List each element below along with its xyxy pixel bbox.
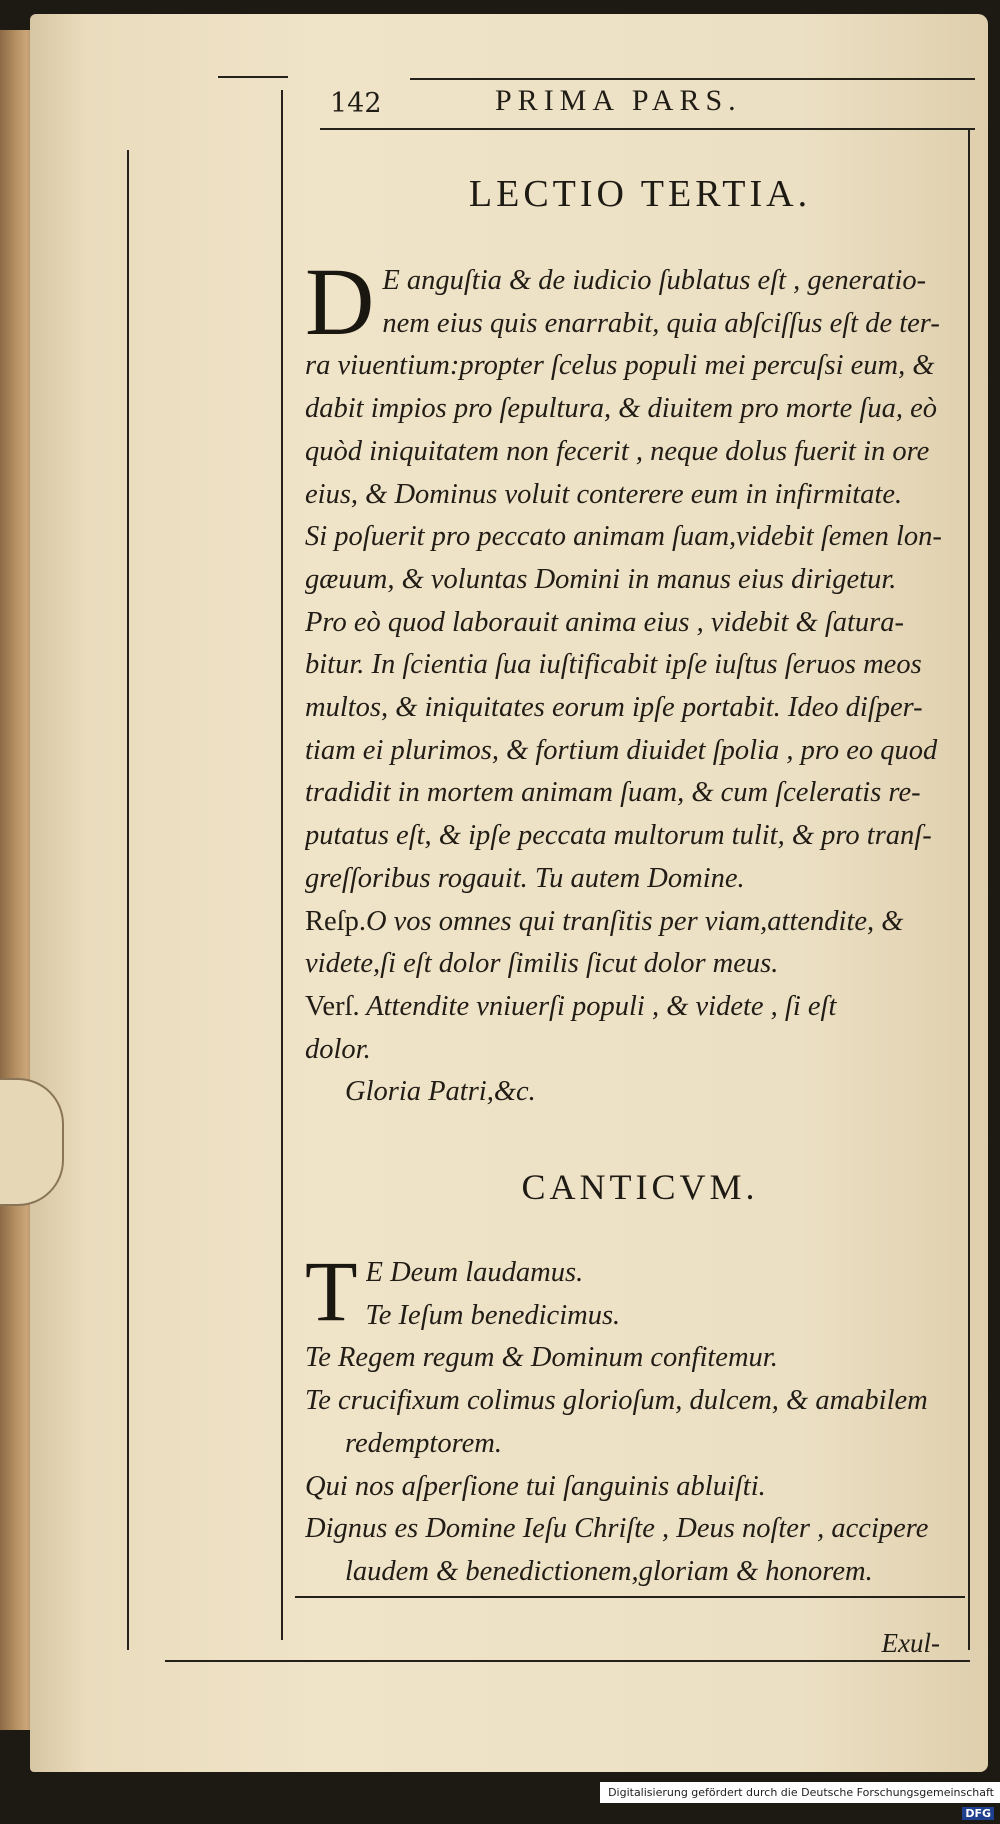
bottom-rule bbox=[165, 1660, 970, 1662]
canticum-line: Te Regem regum & Dominum confitemur. bbox=[305, 1342, 778, 1374]
canticum-line: laudem & benedictionem,gloriam & honorem. bbox=[345, 1555, 873, 1587]
outer-left-rule bbox=[127, 150, 129, 1650]
gloria-line: Gloria Patri,&c. bbox=[345, 1076, 536, 1108]
canticum-text bbox=[305, 1243, 975, 1594]
dropcap-t: T bbox=[305, 1243, 358, 1339]
canticum-bottom-rule bbox=[295, 1596, 965, 1598]
responsory-label: Reſp. bbox=[305, 905, 366, 937]
text-line: tiam ei plurimos, & fortium diuidet ſpolia , pro eo quod bbox=[305, 734, 938, 766]
responsory-line bbox=[305, 901, 975, 944]
versicle-line bbox=[305, 986, 975, 1029]
dropcap-d: D bbox=[305, 248, 375, 355]
canticum-line: Te Ieſum benedicimus. bbox=[365, 1299, 621, 1331]
lectio-title: LECTIO TERTIA. bbox=[468, 173, 812, 215]
canticum-line: Dignus es Domine Ieſu Chriſte , Deus noſter , accipere bbox=[305, 1513, 929, 1545]
text-line: quòd iniquitatem non fecerit , neque dolus fuerit in ore bbox=[305, 435, 930, 467]
responsory-line: videte,ſi eſt dolor ſimilis ſicut dolor meus. bbox=[305, 948, 779, 980]
running-title: PRIMA PARS. bbox=[495, 84, 742, 117]
text-line: greſſoribus rogauit. Tu autem Domine. bbox=[305, 862, 745, 894]
text-line: multos, & iniquitates eorum ipſe portabit. Ideo diſper- bbox=[305, 692, 923, 724]
canticum-line: E Deum laudamus. bbox=[365, 1257, 584, 1288]
canticum-line: redemptorem. bbox=[345, 1427, 502, 1459]
canticum-line: Te crucifixum colimus glorioſum, dulcem, & amabilem bbox=[305, 1385, 928, 1417]
text-line: putatus eſt, & ipſe peccata multorum tulit, & pro tranſ- bbox=[305, 820, 932, 852]
responsory-text: O vos omnes qui tranſitis per viam,attendite, & bbox=[365, 905, 904, 937]
catchword: Exul- bbox=[881, 1628, 940, 1658]
canticum-line: Qui nos aſperſione tui ſanguinis abluiſti. bbox=[305, 1470, 766, 1502]
lectio-text bbox=[305, 248, 975, 1114]
versicle-label: Verſ. bbox=[305, 990, 360, 1022]
text-line: tradidit in mortem animam ſuam, & cum ſceleratis re- bbox=[305, 777, 921, 809]
dfg-logo: DFG bbox=[962, 1807, 994, 1820]
page-tab-marker bbox=[0, 1078, 64, 1206]
page-number: 142 bbox=[330, 88, 382, 119]
text-line: bitur. In ſcientia ſua iuſtificabit ipſe iuſtus ſeruos meos bbox=[305, 649, 922, 681]
top-rule-right bbox=[410, 78, 975, 80]
top-rule-left bbox=[218, 76, 288, 78]
canticum-title: CANTICVM. bbox=[521, 1167, 759, 1207]
text-line: eius, & Dominus voluit conterere eum in infirmitate. bbox=[305, 478, 903, 510]
text-line: Si poſuerit pro peccato animam ſuam,videbit ſemen lon- bbox=[305, 521, 942, 553]
digitization-credit bbox=[600, 1782, 1000, 1820]
text-line: ra viuentium:propter ſcelus populi mei percuſsi eum, & bbox=[305, 350, 935, 382]
text-line: nem eius quis enarrabit, quia abſciſſus eſt de ter- bbox=[382, 307, 940, 339]
credit-text: Digitalisierung gefördert durch die Deutsche Forschungsgemeinschaft bbox=[608, 1786, 994, 1799]
versicle-line: dolor. bbox=[305, 1033, 371, 1065]
versicle-text: Attendite vniuerſi populi , & videte , ſi eſt bbox=[366, 990, 837, 1022]
text-line: E anguſtia & de iudicio ſublatus eſt , generatio- bbox=[382, 265, 927, 296]
header-underline bbox=[320, 128, 975, 130]
text-line: gæuum, & voluntas Domini in manus eius dirigetur. bbox=[305, 563, 897, 595]
text-line: Pro eò quod laborauit anima eius , videbit & ſatura- bbox=[305, 606, 904, 638]
inner-left-rule bbox=[281, 90, 283, 1640]
text-line: dabit impios pro ſepultura, & diuitem pro morte ſua, eò bbox=[305, 393, 937, 425]
page-header bbox=[330, 84, 980, 124]
